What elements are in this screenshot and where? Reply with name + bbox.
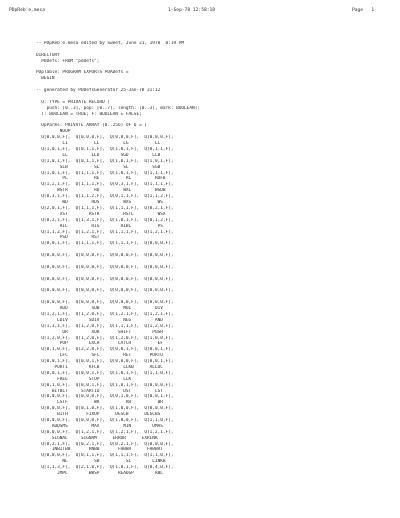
code-line: Q: TYPE = PRIVATE RECORD [ bbox=[36, 99, 111, 105]
code-line: Q[1,2,0,F], Q[1,2,0,F], Q[1,2,0,F], Q[1,0,0,F], bbox=[36, 335, 174, 341]
code-line: Q[0,2,1,F], Q[0,2,1,F], Q[0,2,1,F], Q[0,0,0,F], bbox=[36, 441, 174, 447]
code-line: INBITBB RNBB FHBBR FHBBRT bbox=[36, 447, 163, 453]
code-line: WD RDS WXS WS bbox=[36, 200, 163, 206]
code-line: NOOP bbox=[36, 129, 71, 135]
code-line: Q[0,0,0,F], Q[0,0,0,F], Q[0,1,0,F], Q[0,0,1,F], bbox=[36, 394, 174, 400]
code-line: Q[0,0,0,F], Q[0,0,0,F], Q[0,0,0,F], Q[0,0,0,F], bbox=[36, 135, 174, 141]
code-line: PDpTable: PROGRAM EXPORTS PDADefs = bbox=[36, 70, 129, 76]
code-line: LSTF WR RR BR bbox=[36, 400, 163, 406]
code-line: T: BOOLEAN = TRUE; F: BOOLEAN = FALSE; bbox=[36, 111, 142, 117]
code-line: DIRECTORY bbox=[36, 52, 60, 58]
code-line: Q[1,0,1,F], Q[1,1,1,F], Q[1,0,1,F], Q[1,1,1,F], bbox=[36, 170, 174, 176]
code-line: Q[1,0,1,F], Q[0,1,1,F], Q[1,0,1,F], Q[0,1,1,F], bbox=[36, 147, 174, 153]
code-line: NL SB SL LINKB bbox=[36, 459, 166, 465]
code-line: Q[1,1,2,F], Q[1,2,1,F], Q[1,1,1,F], Q[1,2,1,F], bbox=[36, 229, 174, 235]
code-line: Q[0,3,1,F], Q[1,1,2,F], Q[0,1,1,F], Q[1,1,2,F], bbox=[36, 194, 174, 200]
code-line: push: [0..3], pop: [0..7], length: [0..3], mark: BOOLEAN]; bbox=[36, 105, 200, 111]
code-line: PDDefs: FROM "pddefs"; bbox=[36, 58, 100, 64]
code-line: BITBLT STARTIO DST LST bbox=[36, 388, 163, 394]
code-line: LFC SFC RET PORTO bbox=[36, 353, 163, 359]
code-line: Q[0,1,0,F], Q[0,0,1,F], Q[1,0,1,F], Q[0,0,0,F], bbox=[36, 382, 174, 388]
code-line: POP EXCH CATCH EF bbox=[36, 341, 163, 347]
code-line: Q[0,0,0,F], Q[0,0,0,F], Q[1,0,0,F], Q[1,1,0,F], bbox=[36, 418, 174, 423]
code-line: Q[0,0,0,F], Q[1,2,1,F], Q[1,2,1,F], Q[1,2,1,F], bbox=[36, 429, 174, 435]
code-line: XST RSTR RSTL WSX bbox=[36, 211, 166, 217]
code-line: PORTI KFCB LLKB ALLOC bbox=[36, 364, 163, 370]
code-line: Q[0,0,0,F], Q[0,1,0,F], Q[1,0,0,F], Q[0,0,0,F], bbox=[36, 406, 174, 412]
code-line: FREE STOP LLK bbox=[36, 376, 132, 382]
code-line: Q[0,1,0,F], Q[2,2,0,F], Q[0,0,1,F], Q[0,0,1,F], bbox=[36, 347, 174, 353]
code-line: PL RE RL RDFB bbox=[36, 176, 166, 182]
code-line: BEGIN bbox=[36, 76, 55, 82]
page-label: Page bbox=[352, 8, 364, 13]
code-line: OR XOR SHIFT PUSH bbox=[36, 329, 163, 335]
code-line: PSD RST bbox=[36, 235, 100, 241]
file-name: PDpReb'e.mesa bbox=[9, 8, 45, 13]
code-line: Q[0,0,0,F], Q[0,1,1,F], Q[1,1,1,F], Q[1,1,0,F], bbox=[36, 453, 174, 459]
code-line: Q[0,2,1,F], Q[1,3,1,F], Q[1,0,1,F], Q[0,1,2,F], bbox=[36, 217, 174, 223]
code-line: Q[1,2,1,F], Q[1,2,0,F], Q[1,2,1,F], Q[1,2,1,F], bbox=[36, 311, 174, 317]
code-line: WSTR RD WXL WSDB bbox=[36, 188, 166, 194]
code-line: Q[1,1,3,F], Q[2,1,0,F], Q[1,0,1,F], Q[0,4,0,F], bbox=[36, 465, 174, 471]
code-line: OpParms: PRIVATE ARRAY [0..256) OF Q = [ bbox=[36, 123, 148, 129]
code-line: -- PDpReb'e.mesa edited by Sweet, June 21, 1978 8:19 PM bbox=[36, 41, 185, 46]
code-line: Q[0,0,1,F], Q[1,1,1,F], Q[1,1,1,F], Q[0,0,0,F], bbox=[36, 241, 174, 247]
code-line: ADD SUB MUL DIV bbox=[36, 306, 163, 312]
code-line: Q[0,0,0,F], Q[0,0,0,F], Q[0,0,0,F], Q[0,0,0,F], bbox=[36, 300, 174, 306]
code-line: Q[0,0,0,F], Q[0,0,0,F], Q[0,0,0,F], Q[0,0,0,F], bbox=[36, 288, 174, 294]
code-line: BITH FIXUP DESCB DESCBS bbox=[36, 412, 161, 418]
print-date: 1-Sep-78 12:58:18 bbox=[168, 8, 216, 13]
code-line: -- generated by PDDefsGenerator 25-Jan-78 21:12 bbox=[36, 88, 161, 94]
code-line: Q[0,0,0,F], Q[0,0,0,F], Q[0,0,0,F], Q[0,0,0,F], bbox=[36, 276, 174, 282]
code-line: LDIV SDIV NEG AND bbox=[36, 317, 163, 323]
source-listing bbox=[36, 41, 396, 477]
page-number-value: 1 bbox=[371, 8, 375, 13]
code-line: LI LL LG LL bbox=[36, 141, 161, 147]
code-line: Q[0,0,1,F], Q[0,0,1,F], Q[0,0,0,F], Q[0,0,1,F], bbox=[36, 359, 174, 365]
code-line: ADDSMS MAX MIN UMAS bbox=[36, 423, 163, 429]
code-line: Q[1,3,1,F], Q[1,2,0,F], Q[1,1,1,F], Q[1,2,0,F], bbox=[36, 323, 174, 329]
code-line: Q[1,2,1,F], Q[1,1,1,F], Q[0,3,1,F], Q[1,1,1,F], bbox=[36, 182, 174, 188]
code-line: Q[0,0,1,F], Q[0,0,1,F], Q[1,0,1,F], Q[1,1,0,F], bbox=[36, 370, 174, 376]
code-line: RIL RIG RIBL PS bbox=[36, 223, 163, 229]
code-line: Q[0,0,0,F], Q[0,0,0,F], Q[0,0,0,F], Q[0,0,0,F], bbox=[36, 253, 174, 259]
code-line: SIGNAL SIGNAM ERROR EXRLNK bbox=[36, 435, 158, 441]
code-line: JMPL WBSP READGP RBL bbox=[36, 471, 163, 477]
code-line: Q[2,0,1,F], Q[1,1,1,F], Q[1,1,1,F], Q[0,2,1,F], bbox=[36, 205, 174, 211]
code-line: Q[0,0,0,F], Q[0,0,0,F], Q[0,0,0,F], Q[0,0,0,F], bbox=[36, 264, 174, 270]
code-line: Q[1,0,1,F], Q[0,1,1,F], Q[1,0,1,F], Q[1,0,1,F], bbox=[36, 158, 174, 164]
page-number bbox=[352, 8, 374, 15]
code-line: SLB SL SL SGB bbox=[36, 164, 161, 170]
code-line: LL LLD SGD LLB bbox=[36, 152, 161, 158]
